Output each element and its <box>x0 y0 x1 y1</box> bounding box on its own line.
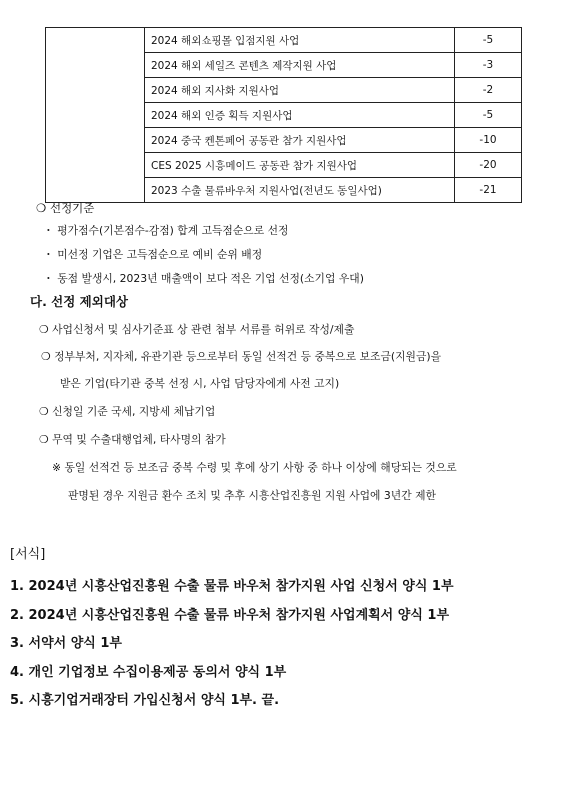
exclusion-item-3: ❍ 신청일 기준 국세, 지방세 체납기업 <box>39 405 216 418</box>
table-cell-item: 2024 중국 켄톤페어 공동관 참가 지원사업 <box>145 128 455 153</box>
table-cell-item: 2024 해외쇼핑몰 입점지원 사업 <box>145 28 455 53</box>
deduction-table <box>45 27 522 203</box>
exclusion-item-2: ❍ 정부부처, 지자체, 유관기관 등으로부터 동일 선적건 등 중복으로 보조금(지원금)을 <box>41 350 442 363</box>
table-blank-cell <box>46 28 145 203</box>
table-cell-item: CES 2025 시흥메이드 공동관 참가 지원사업 <box>145 153 455 178</box>
selection-criteria-heading: ❍ 선정기준 <box>36 201 95 215</box>
table-cell-points: -10 <box>455 128 522 153</box>
form-item-5: 5. 시흥기업거래장터 가입신청서 양식 1부. 끝. <box>10 693 280 708</box>
form-item-4: 4. 개인 기업정보 수집이용제공 동의서 양식 1부 <box>10 665 287 680</box>
table-cell-item: 2023 수출 물류바우처 지원사업(전년도 동일사업) <box>145 178 455 203</box>
exclusion-item-1: ❍ 사업신청서 및 심사기준표 상 관련 첨부 서류를 허위로 작성/제출 <box>39 323 355 336</box>
exclusion-item-4: ❍ 무역 및 수출대행업체, 타사명의 참가 <box>39 433 226 446</box>
table-cell-points: -21 <box>455 178 522 203</box>
form-item-1: 1. 2024년 시흥산업진흥원 수출 물류 바우처 참가지원 사업 신청서 양식 1부 <box>10 579 454 594</box>
criteria-bullet-3: ・ 동점 발생시, 2023년 매출액이 보다 적은 기업 선정(소기업 우대) <box>43 272 364 285</box>
table-cell-item: 2024 해외 인증 획득 지원사업 <box>145 103 455 128</box>
exclusion-item-2-continued: 받은 기업(타기관 중복 선정 시, 사업 담당자에게 사전 고지) <box>60 377 340 390</box>
exclusion-note-continued: 판명된 경우 지원금 환수 조치 및 추후 시흥산업진흥원 지원 사업에 3년간 제한 <box>68 489 436 502</box>
table-cell-points: -5 <box>455 28 522 53</box>
criteria-bullet-2: ・ 미선정 기업은 고득점순으로 예비 순위 배정 <box>43 248 263 261</box>
criteria-bullet-1: ・ 평가점수(기본점수-감점) 합계 고득점순으로 선정 <box>43 224 289 237</box>
table-row <box>46 28 522 53</box>
table-cell-points: -3 <box>455 53 522 78</box>
exclusions-heading: 다. 선정 제외대상 <box>30 294 128 309</box>
exclusion-note: ※ 동일 선적건 등 보조금 중복 수령 및 후에 상기 사항 중 하나 이상에 해당되는 것으로 <box>52 461 457 474</box>
table-cell-points: -20 <box>455 153 522 178</box>
forms-heading: [서식] <box>10 547 46 562</box>
table-cell-points: -2 <box>455 78 522 103</box>
form-item-2: 2. 2024년 시흥산업진흥원 수출 물류 바우처 참가지원 사업계획서 양식 1부 <box>10 608 450 623</box>
table-cell-points: -5 <box>455 103 522 128</box>
table-cell-item: 2024 해외 지사화 지원사업 <box>145 78 455 103</box>
form-item-3: 3. 서약서 양식 1부 <box>10 636 122 651</box>
table-cell-item: 2024 해외 세일즈 콘텐츠 제작지원 사업 <box>145 53 455 78</box>
